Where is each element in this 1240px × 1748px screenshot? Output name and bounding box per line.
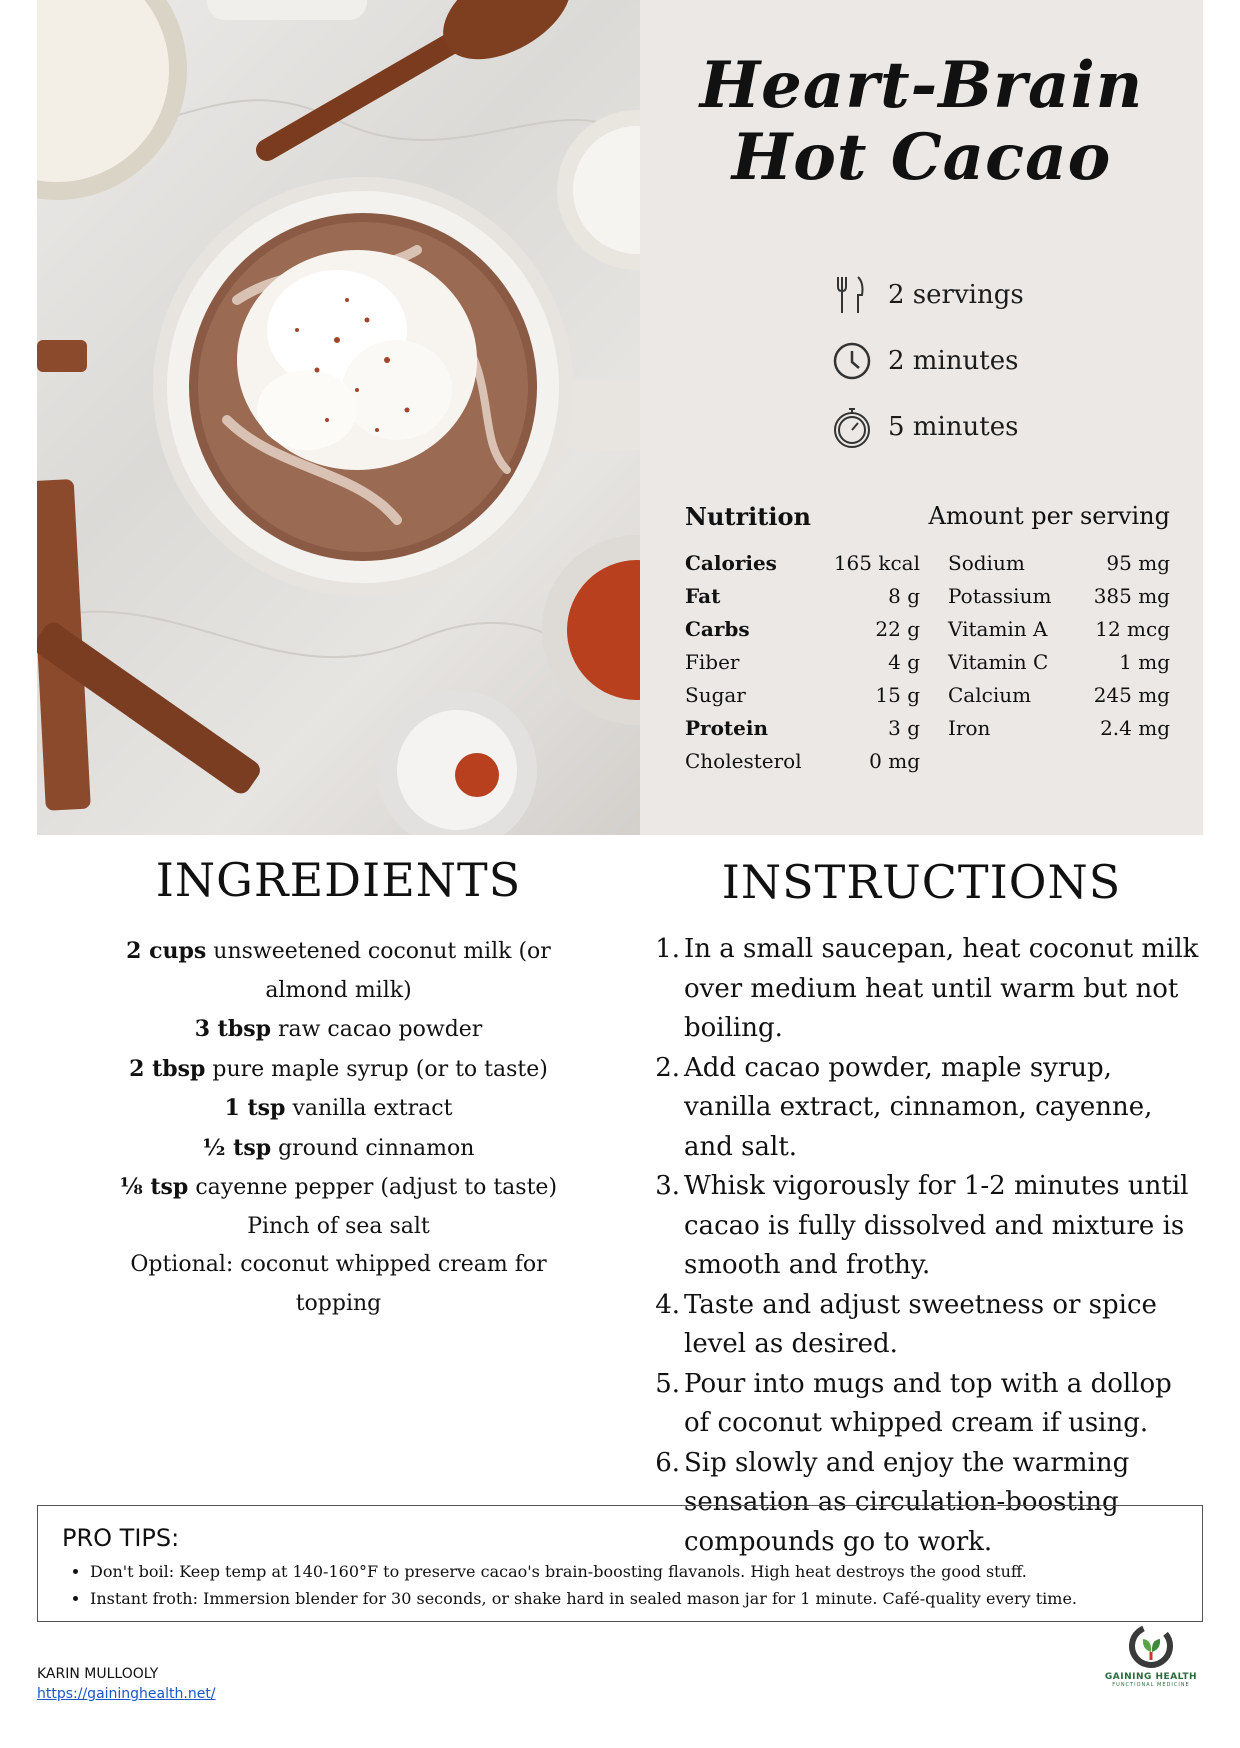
pro-tips-list bbox=[62, 1558, 1178, 1612]
step-number: 1. bbox=[655, 934, 680, 964]
nutrient-label: Sugar bbox=[685, 682, 746, 707]
ingredient-qty: 2 tbsp bbox=[129, 1055, 206, 1082]
ingredients-list bbox=[37, 932, 640, 1323]
ingredient-qty: 1 tsp bbox=[224, 1095, 286, 1121]
instruction-step bbox=[640, 1049, 1203, 1168]
instructions-list bbox=[640, 930, 1203, 1562]
pro-tips-box bbox=[37, 1505, 1203, 1622]
pro-tips-title: PRO TIPS: bbox=[62, 1524, 180, 1552]
instructions-section bbox=[640, 852, 1203, 1562]
ingredients-title: INGREDIENTS bbox=[155, 853, 522, 907]
brand-logo bbox=[1103, 1622, 1199, 1688]
nutrition-column-left bbox=[685, 546, 920, 777]
nutrient-value: 4 g bbox=[888, 649, 920, 674]
nutrient-value: 2.4 mg bbox=[1100, 715, 1170, 740]
prep-time-text: 2 minutes bbox=[888, 346, 1019, 376]
nutrition-column-right bbox=[948, 546, 1170, 777]
servings-text: 2 servings bbox=[888, 280, 1024, 310]
nutrition-row bbox=[948, 645, 1170, 678]
nutrition-table bbox=[685, 546, 1170, 777]
nutrient-label: Fiber bbox=[685, 649, 740, 674]
ingredient-item bbox=[107, 932, 570, 1010]
nutrient-label: Vitamin C bbox=[948, 649, 1049, 674]
website-link[interactable]: https://gaininghealth.net/ bbox=[37, 1686, 216, 1702]
nutrient-value: 15 g bbox=[875, 682, 920, 707]
fork-knife-icon bbox=[830, 271, 874, 319]
nutrition-header bbox=[685, 502, 1170, 531]
nutrient-value: 3 g bbox=[888, 715, 920, 740]
hero-photo bbox=[37, 0, 640, 835]
nutrition-row bbox=[948, 711, 1170, 744]
ingredient-item bbox=[107, 1050, 570, 1090]
instruction-step bbox=[640, 930, 1203, 1049]
ingredient-qty: 2 cups bbox=[126, 938, 207, 964]
nutrient-label: Carbs bbox=[685, 616, 750, 641]
nutrient-value: 8 g bbox=[888, 583, 920, 608]
prep-time-row bbox=[830, 328, 1024, 394]
servings-row bbox=[830, 262, 1024, 328]
nutrition-row bbox=[685, 645, 920, 678]
nutrient-value: 95 mg bbox=[1106, 550, 1170, 575]
nutrition-row bbox=[948, 579, 1170, 612]
nutrition-row bbox=[685, 612, 920, 645]
step-number: 5. bbox=[655, 1368, 680, 1399]
title-line-2: Hot Cacao bbox=[731, 120, 1112, 195]
footer bbox=[37, 1664, 216, 1704]
ingredient-text: unsweetened coconut milk (or almond milk) bbox=[206, 939, 551, 1003]
nutrient-label: Potassium bbox=[948, 583, 1052, 608]
nutrient-value: 22 g bbox=[875, 616, 920, 641]
ingredient-qty: 3 tbsp bbox=[194, 1016, 271, 1042]
ingredient-text: vanilla extract bbox=[285, 1096, 453, 1121]
step-text: Sip slowly and enjoy the warming sensation as circulation-boosting compounds go to work. bbox=[684, 1447, 1130, 1557]
logo-tagline: FUNCTIONAL MEDICINE bbox=[1112, 1682, 1190, 1688]
pro-tip-item: • Instant froth: Immersion blender for 30 seconds, or shake hard in sealed mason jar for 1 minute. Café-quality every time. bbox=[90, 1585, 1178, 1612]
nutrition-row bbox=[948, 546, 1170, 579]
instructions-title: INSTRUCTIONS bbox=[721, 855, 1122, 909]
cook-time-text: 5 minutes bbox=[888, 412, 1019, 442]
step-number: 3. bbox=[655, 1171, 680, 1201]
step-text: In a small saucepan, heat coconut milk over medium heat until warm but not boiling. bbox=[684, 934, 1199, 1043]
step-text: Taste and adjust sweetness or spice level as desired. bbox=[684, 1289, 1157, 1359]
ingredient-item bbox=[107, 1010, 570, 1050]
ingredient-item bbox=[107, 1208, 570, 1247]
recipe-title bbox=[640, 50, 1203, 194]
ingredient-item bbox=[107, 1089, 570, 1129]
nutrition-subheading: Amount per serving bbox=[928, 502, 1170, 530]
ingredient-text: cayenne pepper (adjust to taste) bbox=[188, 1175, 558, 1200]
author-name: KARIN MULLOOLY bbox=[37, 1666, 159, 1682]
nutrition-row bbox=[948, 612, 1170, 645]
logo-name: GAINING HEALTH bbox=[1104, 1672, 1198, 1682]
ingredient-text: raw cacao powder bbox=[270, 1017, 483, 1042]
instruction-step bbox=[640, 1286, 1203, 1365]
ingredient-text: pure maple syrup (or to taste) bbox=[205, 1056, 548, 1082]
nutrient-label: Iron bbox=[948, 715, 991, 740]
ingredient-text: Optional: coconut whipped cream for topping bbox=[130, 1252, 547, 1316]
ingredient-qty: ⅛ tsp bbox=[119, 1174, 189, 1200]
step-text: Whisk vigorously for 1-2 minutes until cacao is fully dissolved and mixture is smooth and frothy. bbox=[684, 1171, 1189, 1280]
nutrition-row bbox=[685, 546, 920, 579]
nutrient-value: 245 mg bbox=[1093, 682, 1170, 707]
ingredients-section bbox=[37, 850, 640, 1323]
nutrient-value: 165 kcal bbox=[833, 550, 920, 575]
ingredient-text: Pinch of sea salt bbox=[247, 1213, 430, 1239]
ingredient-item bbox=[107, 1129, 570, 1169]
clock-icon bbox=[830, 337, 874, 385]
nutrient-label: Vitamin A bbox=[948, 616, 1048, 641]
nutrition-heading: Nutrition bbox=[685, 502, 811, 531]
step-number: 2. bbox=[655, 1052, 680, 1083]
nutrition-row bbox=[685, 579, 920, 612]
pro-tip-item: • Don't boil: Keep temp at 140-160°F to preserve cacao's brain-boosting flavanols. High heat destroys the good stuff. bbox=[90, 1558, 1178, 1585]
nutrition-row bbox=[685, 711, 920, 744]
recipe-meta bbox=[830, 262, 1024, 460]
ingredient-text: ground cinnamon bbox=[271, 1135, 475, 1161]
nutrient-label: Cholesterol bbox=[685, 748, 802, 773]
nutrient-label: Sodium bbox=[948, 550, 1025, 575]
nutrient-label: Fat bbox=[685, 583, 721, 608]
nutrition-row bbox=[948, 678, 1170, 711]
nutrient-value: 12 mcg bbox=[1095, 616, 1170, 641]
nutrient-label: Calcium bbox=[948, 682, 1032, 707]
stopwatch-icon bbox=[830, 403, 874, 451]
ingredient-item bbox=[107, 1168, 570, 1208]
step-text: Add cacao powder, maple syrup, vanilla extract, cinnamon, cayenne, and salt. bbox=[684, 1052, 1153, 1162]
step-number: 4. bbox=[655, 1289, 680, 1320]
step-text: Pour into mugs and top with a dollop of coconut whipped cream if using. bbox=[684, 1368, 1172, 1438]
hot-cacao-illustration bbox=[37, 0, 640, 835]
nutrient-value: 1 mg bbox=[1119, 649, 1170, 674]
title-line-1: Heart-Brain bbox=[699, 48, 1144, 123]
nutrient-value: 0 mg bbox=[869, 748, 920, 773]
instruction-step bbox=[640, 1365, 1203, 1444]
gaining-health-logo-icon bbox=[1127, 1622, 1175, 1670]
ingredient-qty: ½ tsp bbox=[202, 1134, 272, 1161]
cook-time-row bbox=[830, 394, 1024, 460]
nutrient-label: Protein bbox=[685, 715, 769, 740]
nutrient-label: Calories bbox=[685, 550, 777, 575]
nutrition-row bbox=[685, 744, 920, 777]
nutrition-row bbox=[685, 678, 920, 711]
instruction-step bbox=[640, 1167, 1203, 1286]
ingredient-item bbox=[107, 1246, 570, 1323]
recipe-header-panel bbox=[640, 0, 1203, 835]
nutrient-value: 385 mg bbox=[1093, 583, 1170, 608]
step-number: 6. bbox=[655, 1447, 680, 1478]
